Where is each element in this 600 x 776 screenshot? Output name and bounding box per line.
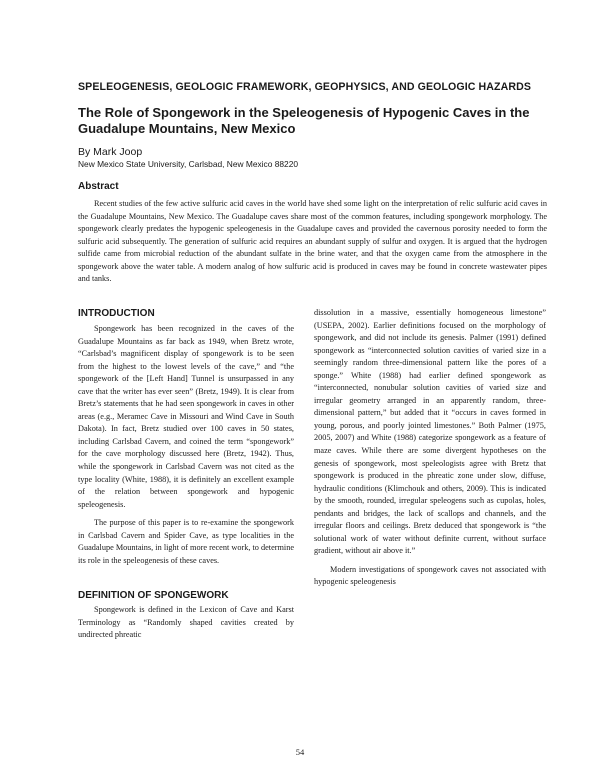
introduction-heading: INTRODUCTION bbox=[78, 308, 155, 319]
right-column-body bbox=[314, 307, 546, 589]
definition-heading: DEFINITION OF SPONGEWORK bbox=[78, 590, 229, 601]
introduction-body bbox=[78, 323, 294, 567]
author-affiliation: New Mexico State University, Carlsbad, New Mexico 88220 bbox=[78, 159, 299, 169]
introduction-paragraph: Spongework has been recognized in the caves of the Guadalupe Mountains as far back as 1949, when Bretz wrote, “Carlsbad’s magnificent display of spongework is to be seen from the highest to the lowest levels of the cave,” and “the spongework of the [Left Hand] Tunnel is unsurpassed in any cave that the writer has ever seen” (Bretz, 1949). It is clear from Bretz’s statements that he had seen spongework in caves in other areas (e.g., Meramec Cave in Missouri and Wind Cave in South Dakota). In fact, Bretz studied over 100 caves in 50 states, including Carlsbad Cavern, and coined the term “spongework” for the cave morphology discussed here (Bretz, 1942). Thus, while the spongework in Carlsbad Cavern was not cited as the type locality (White, 1988), it is definitely an excellent example of the relation between spongework and hypogenic speleogenesis. bbox=[78, 324, 294, 509]
abstract-heading: Abstract bbox=[78, 181, 119, 192]
introduction-paragraph: The purpose of this paper is to re-examine the spongework in Carlsbad Cavern and Spider Cave, as type localities in the Guadalupe Mountains, in light of more recent work, to determine its role in the speleogenesis of these caves. bbox=[78, 518, 294, 565]
right-column-paragraph: dissolution in a massive, essentially homogeneous limestone” (USEPA, 2002). Earlier definitions focused on the morphology of spongework, and did not include its genesis. Palmer (1991) defined spongework as “interconnected solution cavities of varied size in a seemingly random three-dimensional pattern like the pores of a sponge.” White (1988) had earlier defined spongework as “interconnected, nonubular solution cavities of varied size and irregular geometry arranged in an apparently random, three-dimensional pattern,” but added that it “occurs in caves formed in young, porous, and poorly jointed limestones.” Both Palmer (1975, 2005, 2007) and White (1988) categorize spongework as a feature of maze caves. While there are some divergent hypotheses on the genesis of spongework, most speleologists agree with Bretz that spongework is produced in the phreatic zone under slow, diffuse, hydraulic conditions (Klimchouk and others, 2009). This is indicated by the smooth, rounded, irregular speleogens such as cupolas, holes, pendants and bridges, the lack of scallops and channels, and the irregular floors and ceilings. Bretz deduced that spongework is “the solutional work of water without definite current, without surface gradient, without air above it.” bbox=[314, 308, 546, 556]
section-header: SPELEOGENESIS, GEOLOGIC FRAMEWORK, GEOPHYSICS, AND GEOLOGIC HAZARDS bbox=[78, 81, 532, 93]
author-name: By Mark Joop bbox=[78, 146, 143, 158]
page-number: 54 bbox=[295, 747, 305, 757]
right-column-paragraph: Modern investigations of spongework caves not associated with hypogenic speleogenesis bbox=[314, 564, 546, 587]
paper-title: The Role of Spongework in the Speleogenesis of Hypogenic Caves in the Guadalupe Mountains, New Mexico bbox=[78, 105, 530, 136]
abstract-text: Recent studies of the few active sulfuric acid caves in the world have shed some light on the interpretation of relic sulfuric acid caves in the Guadalupe Mountains, New Mexico. The Guadalupe caves share most of the common features, including spongework morphology. The spongework clearly predates the hypogenic speleogenesis in the Guadalupe caves and provided the cavernous porosity needed to form the sulfuric acid subsequently. The generation of sulfuric acid requires an abundant supply of sulfur and oxygen. It is argued that the hydrogen sulfide came from microbial reduction of the abundant sulfate in the brine water, and that the oxygen came from the atmosphere in the spongework above the water table. A modern analog of how sulfuric acid is produced in caves may be found in concrete wastewater pipes and tanks. bbox=[78, 199, 547, 284]
definition-paragraph: Spongework is defined in the Lexicon of Cave and Karst Terminology as “Randomly shaped cavities created by undirected phreatic bbox=[78, 605, 294, 640]
definition-body bbox=[78, 604, 294, 642]
